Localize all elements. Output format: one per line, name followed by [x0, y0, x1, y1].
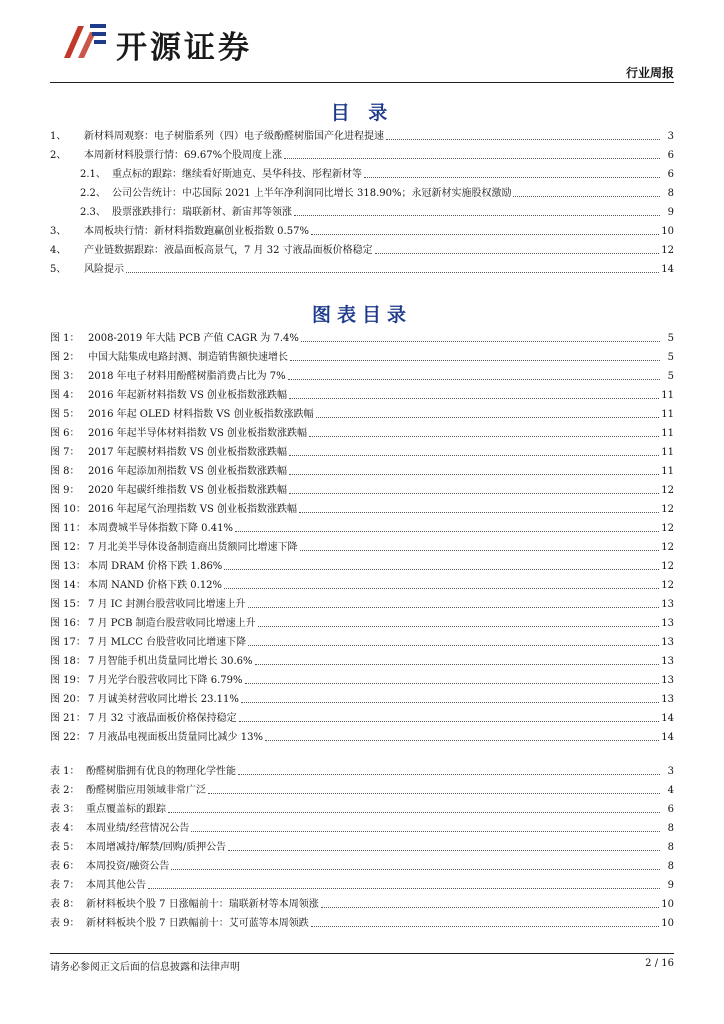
- toc-item-number: 3、: [50, 226, 67, 237]
- figure-item-label: 2016 年起添加剂指数 VS 创业板指数涨跌幅: [88, 466, 288, 477]
- toc-item-label: 风险提示: [84, 264, 124, 275]
- figure-item[interactable]: [50, 554, 674, 573]
- figure-item[interactable]: [50, 459, 674, 478]
- dot-leader: [386, 138, 660, 140]
- dot-leader: [288, 378, 660, 380]
- toc-item[interactable]: [50, 162, 674, 181]
- figure-item-number: 图 19：: [50, 675, 86, 686]
- dot-leader: [375, 252, 660, 254]
- dot-leader: [224, 587, 659, 589]
- dot-leader: [311, 233, 659, 235]
- dot-leader: [289, 397, 659, 399]
- dot-leader: [300, 549, 660, 551]
- figure-item-number: 图 17：: [50, 637, 86, 648]
- figure-item[interactable]: [50, 687, 674, 706]
- figure-item-number: 图 11：: [50, 523, 86, 534]
- figures-title: 图表目录: [311, 304, 412, 326]
- table-item-label: 本周投资/融资公告: [86, 861, 170, 872]
- figure-item-label: 7 月 IC 封测台股营收同比增速上升: [88, 599, 246, 610]
- page-number: 2 / 16: [645, 958, 674, 969]
- table-item-page: 8: [667, 842, 674, 853]
- figure-item[interactable]: [50, 725, 674, 744]
- dot-leader: [171, 868, 660, 870]
- dot-leader: [241, 701, 659, 703]
- figure-item[interactable]: [50, 611, 674, 630]
- table-item-page: 3: [667, 766, 674, 777]
- table-item-label: 重点覆盖标的跟踪: [86, 804, 166, 815]
- toc-item-page: 14: [661, 264, 674, 275]
- figure-item-page: 11: [661, 466, 674, 477]
- dot-leader: [299, 511, 659, 513]
- toc-item-page: 8: [667, 188, 674, 199]
- figure-item-page: 12: [661, 523, 674, 534]
- dot-leader: [248, 606, 660, 608]
- table-item[interactable]: [50, 854, 674, 873]
- table-item-number: 表 7：: [50, 880, 80, 891]
- figure-item-label: 2020 年起碳纤维指数 VS 创业板指数涨跌幅: [88, 485, 288, 496]
- figure-item-label: 2016 年起尾气治理指数 VS 创业板指数涨跌幅: [88, 504, 298, 515]
- figure-item-number: 图 14：: [50, 580, 86, 591]
- figure-item-number: 图 2：: [50, 352, 80, 363]
- dot-leader: [311, 925, 660, 927]
- figure-item-page: 14: [661, 713, 674, 724]
- figure-item-number: 图 12：: [50, 542, 86, 553]
- table-item-label: 本周业绩/经营情况公告: [86, 823, 190, 834]
- figure-item-page: 13: [661, 694, 674, 705]
- table-item-number: 表 5：: [50, 842, 80, 853]
- figure-item-label: 7 月 MLCC 台股营收同比增速下降: [88, 637, 247, 648]
- figure-item-number: 图 5：: [50, 409, 80, 420]
- toc-item-page: 12: [661, 245, 674, 256]
- dot-leader: [148, 887, 660, 889]
- dot-leader: [238, 773, 660, 775]
- table-item[interactable]: [50, 816, 674, 835]
- dot-leader: [284, 157, 660, 159]
- figure-item-page: 13: [661, 599, 674, 610]
- table-item[interactable]: [50, 892, 674, 911]
- figure-item-page: 11: [661, 447, 674, 458]
- figure-item[interactable]: [50, 421, 674, 440]
- table-item-page: 10: [661, 918, 674, 929]
- figure-item[interactable]: [50, 364, 674, 383]
- figure-item-page: 13: [661, 618, 674, 629]
- figure-item-label: 7 月光学台股营收同比下降 6.79%: [88, 675, 243, 686]
- toc-item-number: 2.3、: [80, 207, 106, 218]
- dot-leader: [248, 644, 659, 646]
- figure-item[interactable]: [50, 516, 674, 535]
- dot-leader: [290, 359, 660, 361]
- figure-item-label: 7 月诚美材营收同比增长 23.11%: [88, 694, 239, 705]
- toc-item-page: 6: [667, 169, 674, 180]
- table-item-number: 表 1：: [50, 766, 80, 777]
- toc-item-page: 3: [667, 131, 674, 142]
- toc-item-number: 2.1、: [80, 169, 106, 180]
- toc-item[interactable]: [50, 143, 674, 162]
- figure-item-number: 图 15：: [50, 599, 86, 610]
- table-item-page: 10: [661, 899, 674, 910]
- table-list: [50, 759, 674, 930]
- toc-item[interactable]: [50, 238, 674, 257]
- figure-item-number: 图 13：: [50, 561, 86, 572]
- figure-item-page: 13: [661, 637, 674, 648]
- table-item[interactable]: [50, 873, 674, 892]
- figure-item-page: 12: [661, 542, 674, 553]
- figure-item-page: 11: [661, 428, 674, 439]
- figure-item-label: 7 月 32 寸液晶面板价格保持稳定: [88, 713, 237, 724]
- figure-item-label: 本周费城半导体指数下降 0.41%: [88, 523, 233, 534]
- toc-item-page: 6: [667, 150, 674, 161]
- dot-leader: [289, 454, 659, 456]
- figure-item-number: 图 7：: [50, 447, 80, 458]
- toc-item[interactable]: [50, 219, 674, 238]
- toc-item-label: 公司公告统计：中芯国际 2021 上半年净利润同比增长 318.90%；永冠新材实施股权激励: [112, 188, 512, 199]
- figure-item-label: 7 月 PCB 制造台股营收同比增速上升: [88, 618, 256, 629]
- toc-item-number: 1、: [50, 131, 67, 142]
- dot-leader: [321, 906, 660, 908]
- figure-item[interactable]: [50, 326, 674, 345]
- header-divider: [50, 82, 674, 83]
- figure-item[interactable]: [50, 592, 674, 611]
- table-item-label: 本周其他公告: [86, 880, 146, 891]
- figure-item[interactable]: [50, 630, 674, 649]
- table-item-number: 表 6：: [50, 861, 80, 872]
- figure-item-page: 5: [667, 333, 674, 344]
- figure-item-page: 11: [661, 390, 674, 401]
- dot-leader: [224, 568, 659, 570]
- toc-list: [50, 124, 674, 276]
- figure-item[interactable]: [50, 706, 674, 725]
- figure-item-number: 图 21：: [50, 713, 86, 724]
- table-item[interactable]: [50, 797, 674, 816]
- table-item-label: 新材料板块个股 7 日跌幅前十：艾可蓝等本周领跌: [86, 918, 309, 929]
- figure-item[interactable]: [50, 668, 674, 687]
- table-item-label: 新材料板块个股 7 日涨幅前十：瑞联新材等本周领涨: [86, 899, 319, 910]
- toc-item-page: 10: [661, 226, 674, 237]
- figure-item-label: 7 月液晶电视面板出货量同比减少 13%: [88, 732, 263, 743]
- figure-item[interactable]: [50, 497, 674, 516]
- figure-item-number: 图 1：: [50, 333, 80, 344]
- figure-item[interactable]: [50, 402, 674, 421]
- toc-item-label: 本周新材料股票行情：69.67%个股周度上涨: [84, 150, 283, 161]
- figure-item[interactable]: [50, 535, 674, 554]
- figure-item-number: 图 10：: [50, 504, 86, 515]
- footer-divider: [50, 953, 674, 954]
- dot-leader: [316, 416, 660, 418]
- figure-item-page: 14: [661, 732, 674, 743]
- figure-item[interactable]: [50, 649, 674, 668]
- table-item[interactable]: [50, 778, 674, 797]
- figure-item-number: 图 9：: [50, 485, 80, 496]
- table-item[interactable]: [50, 759, 674, 778]
- figure-item-label: 本周 DRAM 价格下跌 1.86%: [88, 561, 223, 572]
- figure-item-page: 13: [661, 656, 674, 667]
- figure-item-page: 11: [661, 409, 674, 420]
- toc-item-label: 产业链数据跟踪：液晶面板高景气，7 月 32 寸液晶面板价格稳定: [84, 245, 373, 256]
- figure-item-number: 图 8：: [50, 466, 80, 477]
- figure-item-label: 2008-2019 年大陆 PCB 产值 CAGR 为 7.4%: [88, 333, 299, 344]
- table-item[interactable]: [50, 911, 674, 930]
- figure-item-page: 12: [661, 504, 674, 515]
- figure-item-number: 图 18：: [50, 656, 86, 667]
- figure-item-label: 2016 年起新材料指数 VS 创业板指数涨跌幅: [88, 390, 288, 401]
- figure-item[interactable]: [50, 345, 674, 364]
- dot-leader: [289, 492, 659, 494]
- figure-item-number: 图 22：: [50, 732, 86, 743]
- figure-item-page: 5: [667, 352, 674, 363]
- figure-item-label: 7 月智能手机出货量同比增长 30.6%: [88, 656, 253, 667]
- table-item-page: 4: [667, 785, 674, 796]
- dot-leader: [294, 214, 660, 216]
- logo-mark-icon: [60, 18, 110, 64]
- toc-item-number: 2、: [50, 150, 67, 161]
- dot-leader: [126, 271, 659, 273]
- table-item-number: 表 8：: [50, 899, 80, 910]
- figure-item-number: 图 4：: [50, 390, 80, 401]
- table-item[interactable]: [50, 835, 674, 854]
- figure-item-number: 图 3：: [50, 371, 80, 382]
- figure-item[interactable]: [50, 440, 674, 459]
- figure-list: [50, 326, 674, 744]
- table-item-page: 8: [667, 823, 674, 834]
- table-item-number: 表 4：: [50, 823, 80, 834]
- toc-item-page: 9: [667, 207, 674, 218]
- company-logo: [60, 18, 280, 68]
- dot-leader: [208, 792, 660, 794]
- figure-item[interactable]: [50, 478, 674, 497]
- dot-leader: [364, 176, 660, 178]
- dot-leader: [301, 340, 660, 342]
- figure-item-label: 本周 NAND 价格下跌 0.12%: [88, 580, 223, 591]
- footer-disclaimer: 请务必参阅正文后面的信息披露和法律声明: [50, 962, 240, 973]
- toc-item-label: 重点标的跟踪：继续看好斯迪克、昊华科技、彤程新材等: [112, 169, 362, 180]
- dot-leader: [289, 473, 659, 475]
- dot-leader: [513, 195, 660, 197]
- table-item-number: 表 2：: [50, 785, 80, 796]
- table-item-number: 表 3：: [50, 804, 80, 815]
- page-header: [0, 0, 724, 82]
- table-item-number: 表 9：: [50, 918, 80, 929]
- table-item-label: 酚醛树脂应用领域非常广泛: [86, 785, 206, 796]
- toc-item-number: 5、: [50, 264, 67, 275]
- toc-item-label: 新材料周观察：电子树脂系列（四）电子级酚醛树脂国产化进程提速: [84, 131, 384, 142]
- table-item-page: 8: [667, 861, 674, 872]
- toc-item-number: 2.2、: [80, 188, 106, 199]
- dot-leader: [168, 811, 660, 813]
- toc-item[interactable]: [50, 200, 674, 219]
- figure-item-label: 2017 年起膜材料指数 VS 创业板指数涨跌幅: [88, 447, 288, 458]
- toc-item[interactable]: [50, 257, 674, 276]
- figure-item-number: 图 6：: [50, 428, 80, 439]
- table-item-page: 6: [667, 804, 674, 815]
- dot-leader: [245, 682, 660, 684]
- company-name: 开源证券: [116, 30, 252, 66]
- figure-item-page: 12: [661, 561, 674, 572]
- figure-item-number: 图 20：: [50, 694, 86, 705]
- figure-item-page: 12: [661, 485, 674, 496]
- toc-item-label: 本周板块行情：新材料指数跑赢创业板指数 0.57%: [84, 226, 309, 237]
- toc-item-label: 股票涨跌排行：瑞联新材、新宙邦等领涨: [112, 207, 292, 218]
- table-item-page: 9: [667, 880, 674, 891]
- figure-item-label: 2016 年起 OLED 材料指数 VS 创业板指数涨跌幅: [88, 409, 314, 420]
- toc-item[interactable]: [50, 181, 674, 200]
- toc-item[interactable]: [50, 124, 674, 143]
- figure-item-label: 2016 年起半导体材料指数 VS 创业板指数涨跌幅: [88, 428, 308, 439]
- dot-leader: [309, 435, 659, 437]
- figure-item[interactable]: [50, 383, 674, 402]
- table-item-label: 酚醛树脂拥有优良的物理化学性能: [86, 766, 236, 777]
- figure-item-label: 中国大陆集成电路封测、制造销售额快速增长: [88, 352, 288, 363]
- figure-item-page: 5: [667, 371, 674, 382]
- figure-item-number: 图 16：: [50, 618, 86, 629]
- dot-leader: [191, 830, 660, 832]
- figure-item[interactable]: [50, 573, 674, 592]
- dot-leader: [239, 720, 660, 722]
- dot-leader: [255, 663, 660, 665]
- toc-title: 目 录: [330, 102, 394, 124]
- figure-item-page: 12: [661, 580, 674, 591]
- dot-leader: [258, 625, 660, 627]
- toc-item-number: 4、: [50, 245, 67, 256]
- figure-item-label: 2018 年电子材料用酚醛树脂消费占比为 7%: [88, 371, 286, 382]
- dot-leader: [235, 530, 659, 532]
- figure-item-label: 7 月北美半导体设备制造商出货额同比增速下降: [88, 542, 298, 553]
- report-type: 行业周报: [625, 66, 674, 80]
- figure-item-page: 13: [661, 675, 674, 686]
- dot-leader: [265, 739, 659, 741]
- table-item-label: 本周增减持/解禁/回购/质押公告: [86, 842, 227, 853]
- dot-leader: [228, 849, 660, 851]
